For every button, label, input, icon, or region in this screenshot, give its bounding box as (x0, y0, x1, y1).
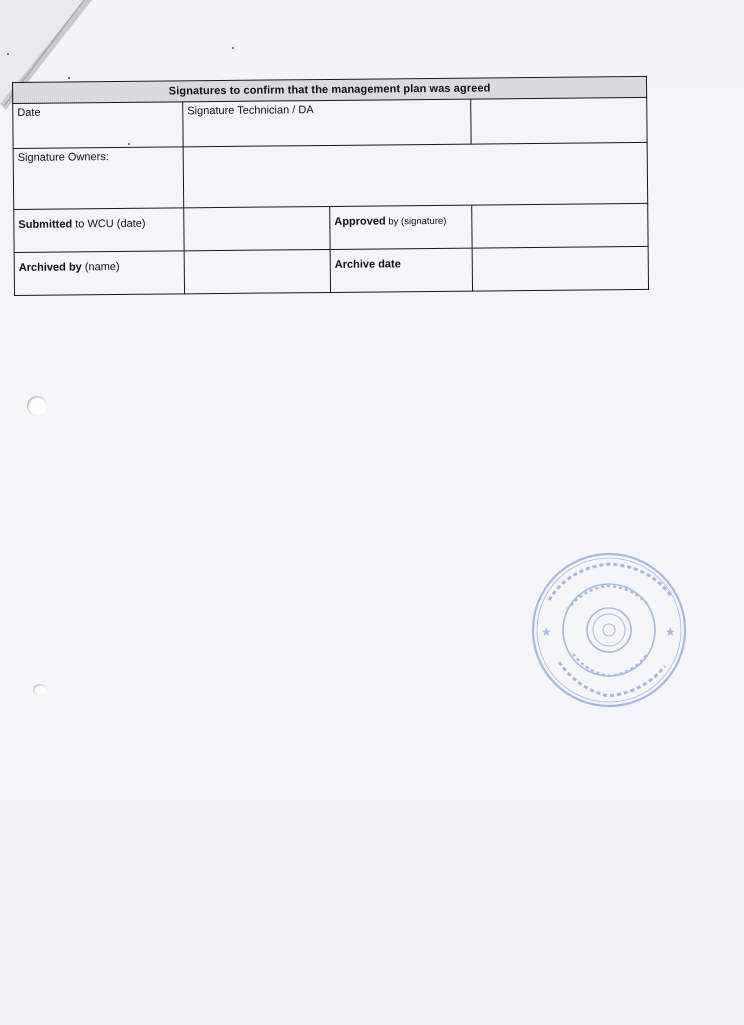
date-label: Date (17, 106, 41, 119)
archived-by-label-rest: (name) (81, 260, 120, 274)
submitted-cell (14, 208, 184, 253)
submitted-date-field[interactable] (184, 206, 330, 250)
svg-text:★: ★ (541, 625, 552, 639)
approved-signature-field[interactable] (472, 203, 648, 248)
archive-date-field[interactable] (472, 246, 648, 291)
owners-signature-label: Signature Owners: (17, 151, 109, 164)
punch-hole (27, 396, 47, 416)
approved-cell (330, 205, 472, 249)
approved-label-bold: Approved (334, 215, 386, 228)
punch-hole (33, 684, 47, 696)
form-title: Signatures to confirm that the management plan was agreed (13, 76, 647, 103)
svg-text:★: ★ (665, 625, 676, 639)
owners-signature-field[interactable] (183, 142, 648, 207)
signature-table (12, 76, 649, 296)
owners-signature-cell (13, 147, 184, 210)
date-cell[interactable] (13, 102, 183, 149)
technician-signature-label: Signature Technician / DA (187, 104, 314, 118)
archive-date-label: Archive date (334, 258, 401, 271)
technician-signature-cell[interactable] (183, 99, 471, 147)
approved-label-rest: by (signature) (385, 215, 447, 228)
submitted-label-bold: Submitted (18, 218, 73, 231)
archive-date-cell (330, 248, 472, 292)
scan-speck (68, 77, 70, 79)
scan-speck (7, 53, 9, 55)
official-seal-stamp (529, 550, 689, 710)
signature-form (12, 76, 654, 296)
technician-signature-field[interactable] (471, 97, 647, 144)
archived-by-cell (14, 251, 184, 296)
archived-by-label-bold: Archived by (18, 261, 82, 274)
scan-speck (232, 47, 234, 49)
submitted-label-rest: to WCU (date) (72, 217, 146, 231)
archived-by-field[interactable] (184, 249, 330, 293)
